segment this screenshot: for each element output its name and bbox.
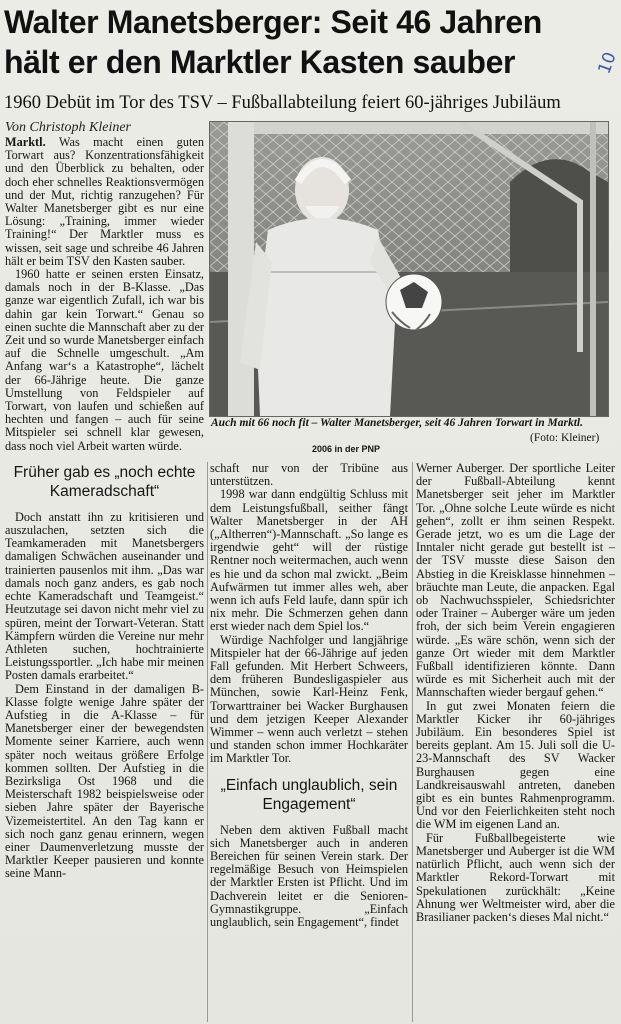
headline-line-1: Walter Manetsberger: Seit 46 Jahren bbox=[4, 4, 542, 40]
paragraph: Für Fußballbegeisterte wie Manetsberger und Auberger ist die WM natürlich Pflicht, auch wenn sich der Marktler Rekord-Torwart mit Spekulationen zurückhält: „Keine Ahnung wer Weltmeister wird, aber die Brasilianer packen‘s dieses Mal nicht.“ bbox=[416, 830, 615, 924]
article-column-2 bbox=[210, 462, 408, 929]
paragraph: 1998 war dann endgültig Schluss mit dem Leistungsfußball, seither fängt Walter Manetsberger in der AH („Altherren“)-Mannschaft. „So lange es irgendwie geht“ will der rüstige Rentner noch weitermachen, auch wenn es hie und da schon mal zwickt. „Beim Aufwärmen tut immer alles weh, aber wenn ich aufs Feld laufe, dann spür ich nix mehr. Die Schmerzen gehen dann erst wieder nach dem Spiel los.“ bbox=[210, 487, 408, 634]
handwritten-page-number: 10 bbox=[594, 49, 621, 77]
paragraph: 1960 hatte er seinen ersten Einsatz, damals noch in der B-Klasse. „Das ganze war eigentlich Zufall, ich war bis dahin gar kein Torwart.“ Genau so einen suchte die Mannschaft aber zu der Zeit und so wurde Manetsberger einfach auf die Schnelle umgeschult. „Am Anfang war‘s a Katastrophe“, lächelt der 66-Jährige heute. Die ganze Umstellung von Feldspieler auf Torwart, von laufen und schießen auf hechten und fangen – auch für seine Mitspieler sei schnell klar gewesen, dass noch viel Arbeit warten würde. bbox=[5, 267, 204, 453]
section-subhead: Früher gab es „noch echte Kameradschaft“ bbox=[13, 463, 196, 500]
publication-note: 2006 in der PNP bbox=[312, 444, 381, 454]
article-column-1 bbox=[5, 136, 204, 881]
paragraph: Doch anstatt ihn zu kritisieren und auszulachen, setzten sich die Teamkameraden mit Manetsbergers damaligen Schwächen auseinander und trainierten pausenlos mit ihm. „Das war damals noch ganz anders, es gab noch echte Kameradschaft und Teamgeist.“ Heutzutage sei davon nicht mehr viel zu spüren, meint der Torwart-Veteran. Statt Kämpfern würden die Vereine nur mehr Athleten suchen, hochtrainierte Leistungssportler. „Ich habe mir meinen Posten damals erarbeitet.“ bbox=[5, 509, 204, 683]
byline: Von Christoph Kleiner bbox=[5, 120, 132, 135]
soccer-ball-icon bbox=[386, 274, 442, 330]
paragraph: Dem Einstand in der damaligen B-Klasse folgte wenige Jahre später der Aufstieg in die A-Klasse – für Manetsberger einer der bewegendsten Momente seiner Karriere, auch wenn später noch weitaus größere Erfolge kommen sollten. Der Aufstieg in die Bezirksliga Ost 1968 und die Meisterschaft 1982 beispielsweise oder sieben Jahre später der Bayerische Vizemeistertitel. An den Tag kann er sich noch ganz genau erinnern, wegen einer Daumenverletzung musste der Marktler Keeper pausieren und konnte seine Mann- bbox=[5, 681, 204, 881]
paragraph-text: Was macht einen guten Torwart aus? Konzentrationsfähigkeit und den Überblick zu behalten, oder doch eher schnelles Reaktionsvermögen und der Mut, richtig ranzugehen? Für Walter Manetsberger gibt es nur eine Lösung: „Training, immer wieder Training!“ Der Marktler muss es wissen, seit sage und schreibe 46 Jahren hält er beim TSV den Kasten sauber. bbox=[5, 135, 204, 268]
paragraph bbox=[5, 136, 204, 268]
article-column-3 bbox=[416, 462, 615, 924]
column-rule bbox=[207, 462, 208, 1022]
dateline: Marktl. bbox=[5, 135, 46, 149]
section-subhead: „Einfach unglaublich, sein Engagement“ bbox=[220, 776, 398, 813]
paragraph: schaft nur von der Tribüne aus unterstützen. bbox=[210, 461, 408, 489]
headline-line-2: hält er den Marktler Kasten sauber bbox=[4, 44, 516, 80]
headline bbox=[4, 2, 604, 82]
paragraph: Würdige Nachfolger und langjährige Mitspieler hat der 66-Jährige auf jeden Fall gefunden. Mit Herbert Schweers, dem früheren Bundesligaspieler aus München, sowie Karl-Heinz Fenk, Torwarttrainer bei Wacker Burghausen und dem jetzigen Keeper Alexander Wimmer – wenn auch verletzt – stehen und standen schon immer Hochkaräter im Marktler Tor. bbox=[210, 632, 408, 766]
article-photo bbox=[209, 121, 609, 417]
paragraph: In gut zwei Monaten feiern die Marktler Kicker ihr 60-jähriges Jubiläum. Ein besonderes Spiel ist bereits geplant. Am 15. Juli soll die U-23-Mannschaft des SV Wacker Burghausen gegen eine Landkreisauswahl antreten, daneben gibt es ein buntes Rahmenprogramm. Und vor den Feierlichkeiten steht noch die WM im eigenen Land an. bbox=[416, 698, 615, 832]
paragraph: Werner Auberger. Der sportliche Leiter der Fußball-Abteilung kennt Manetsberger seit jeher im Marktler Tor. „Ohne solche Leute würde es nicht gehen“, zollt er ihm seinen Respekt. Gerade jetzt, wo es um die Lage der Inntaler nicht gerade gut bestellt ist – der TSV musste diese Saison den Abstieg in die Kreisklasse hinnehmen – bräuchte man Leute, die anpacken. Egal ob Nachwuchsspieler, Schiedsrichter oder Trainer – Auberger wäre um jeden froh, der sich beim Verein engagieren würde. „Es wäre schön, wenn sich der ganze Ort wieder mit dem Marktler Fußball identifizieren könnte. Dann würde es mit Sicherheit auch mit der Mannschaften wieder bergauf gehen.“ bbox=[416, 461, 615, 700]
goalkeeper-photo bbox=[210, 122, 608, 416]
photo-caption: Auch mit 66 noch fit – Walter Manetsberger, seit 46 Jahren Torwart in Marktl. bbox=[211, 417, 584, 429]
photo-credit: (Foto: Kleiner) bbox=[530, 432, 600, 444]
subheadline: 1960 Debüt im Tor des TSV – Fußballabteilung feiert 60-jähriges Jubiläum bbox=[4, 93, 561, 113]
paragraph: Neben dem aktiven Fußball macht sich Manetsberger auch in anderen Bereichen für seinen Verein stark. Der regelmäßige Besuch von Heimspielen der Marktler Ersten ist Pflicht. Und im Dachverein leitet er die Senioren-Gymnastikgruppe. „Einfach unglaublich, sein Engagement“, findet bbox=[210, 822, 408, 930]
column-rule bbox=[412, 462, 413, 1022]
